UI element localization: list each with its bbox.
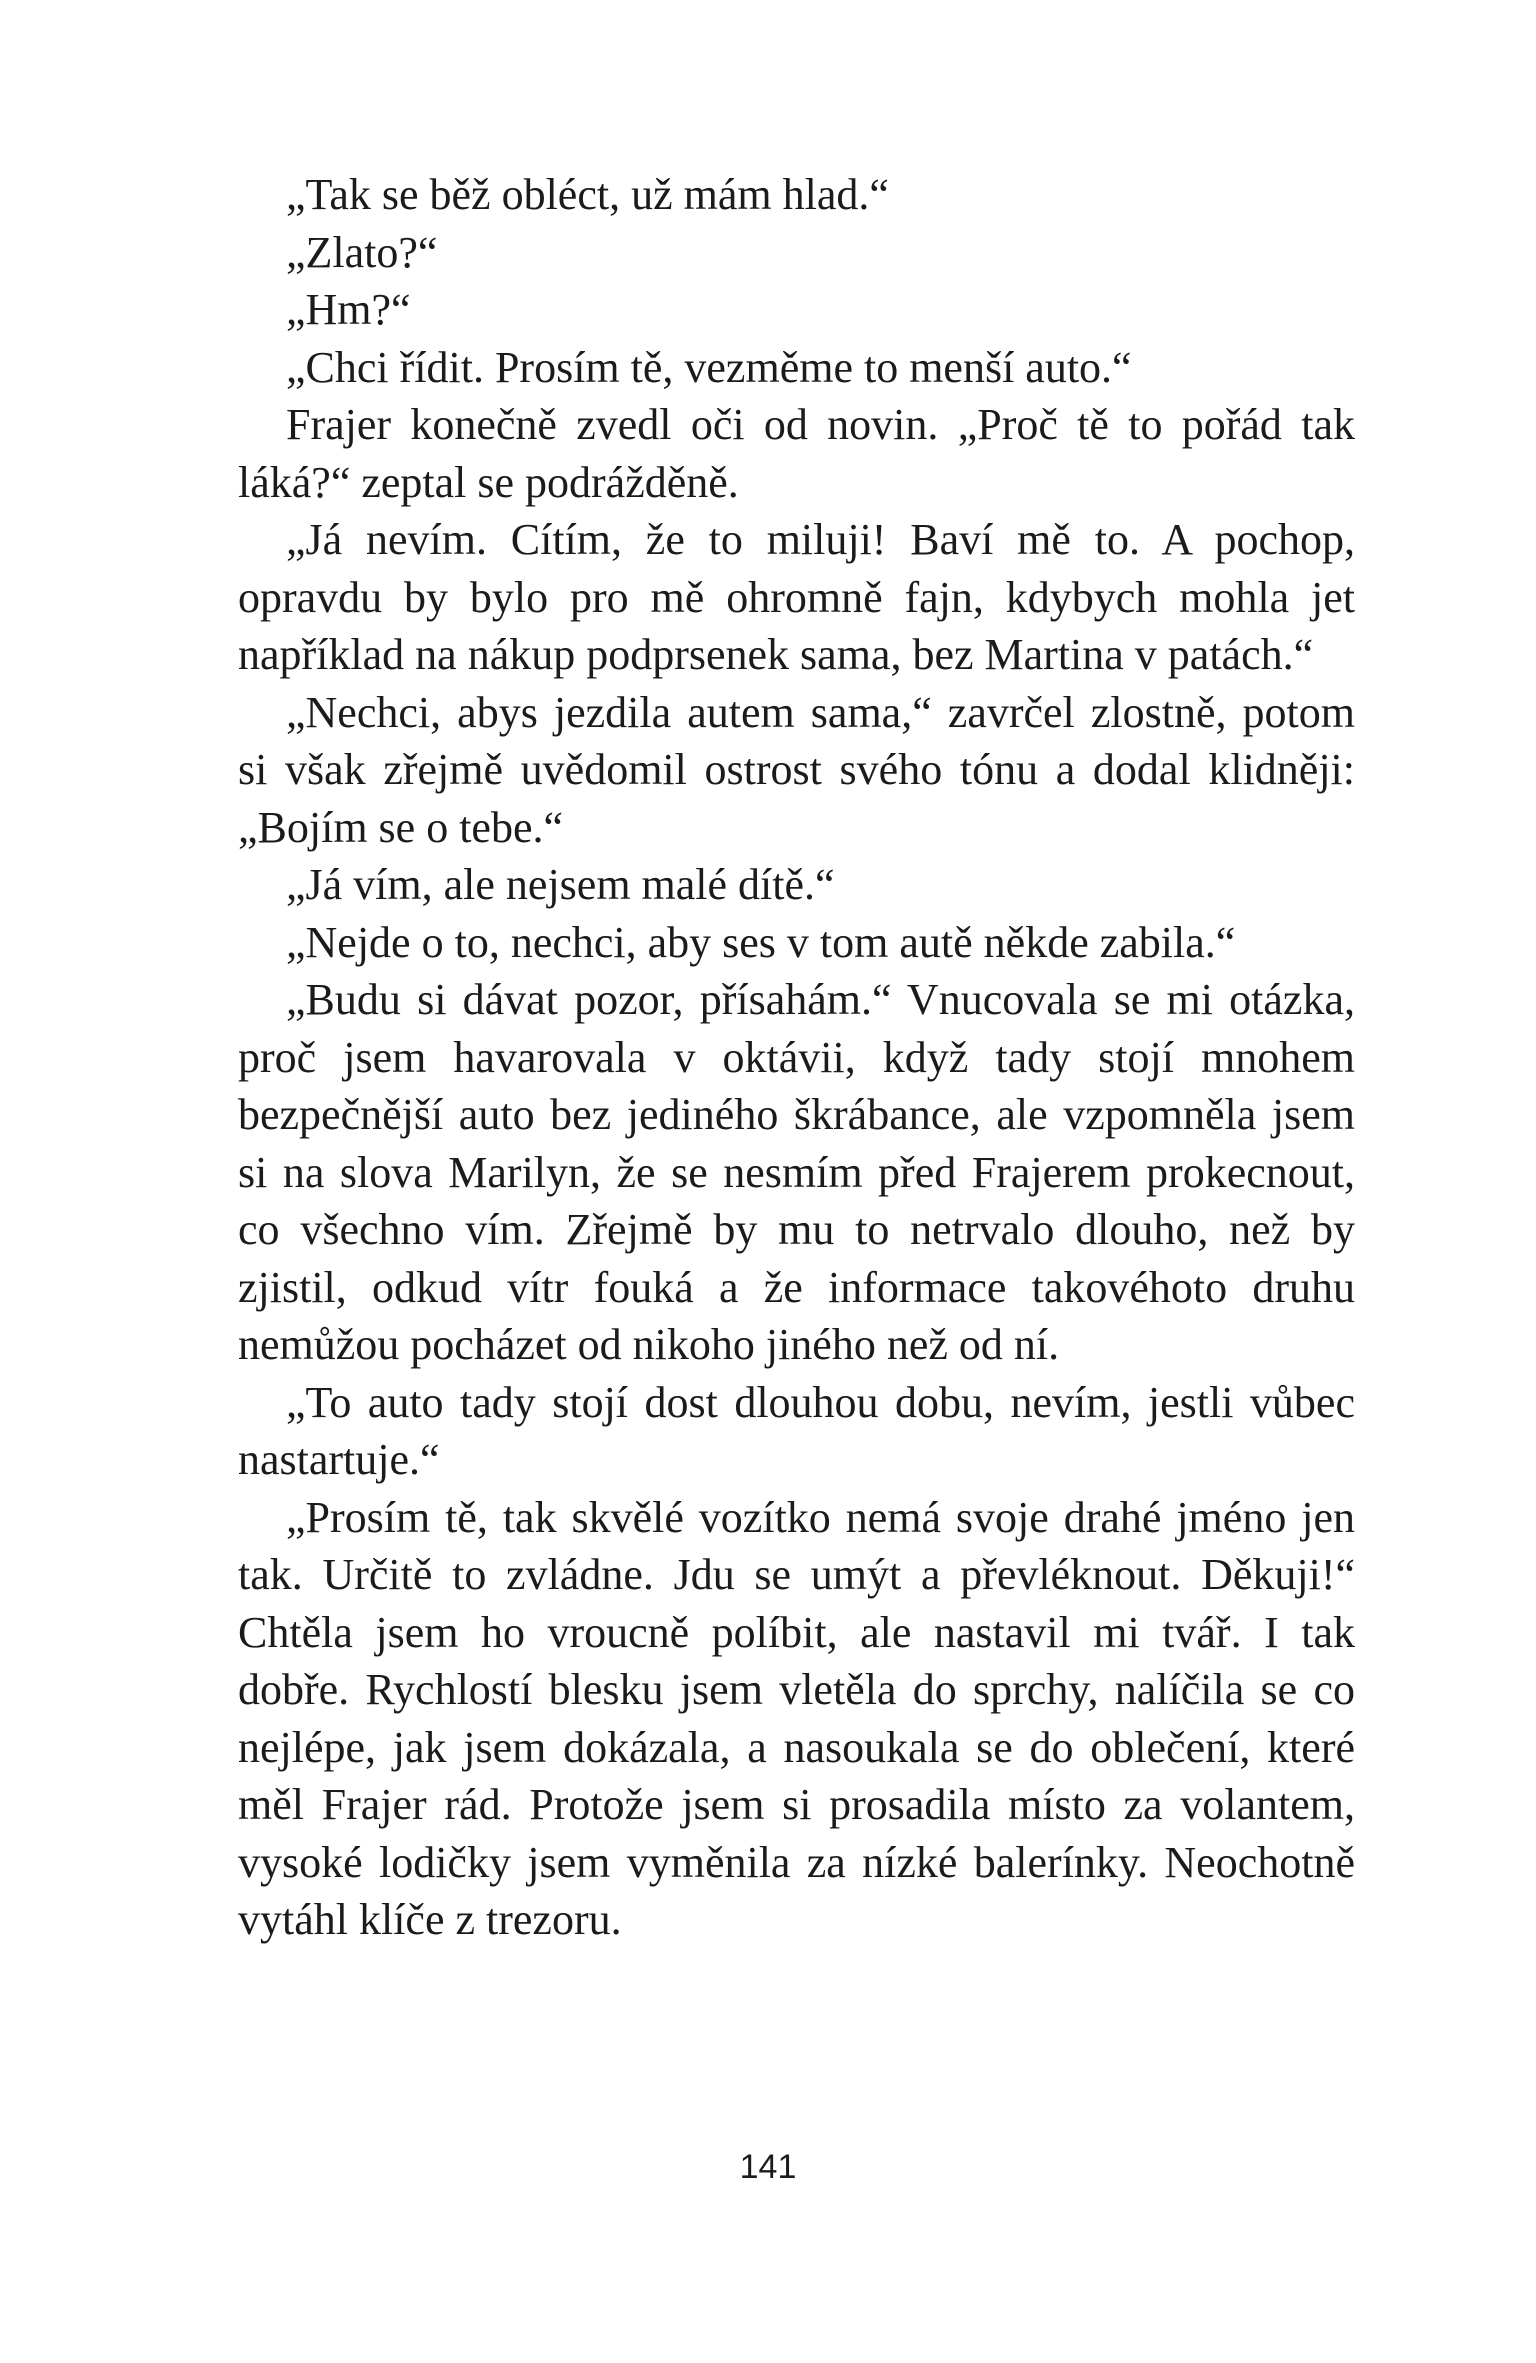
page-number: 141 xyxy=(739,2148,797,2186)
paragraph: „Hm?“ xyxy=(286,285,411,334)
paragraph: „Tak se běž obléct, už mám hlad.“ xyxy=(286,170,889,219)
paragraph: „Nejde o to, nechci, aby ses v tom autě někde zabila.“ xyxy=(286,917,1236,967)
paragraph: „To auto tady stojí dost dlouhou dobu, nevím, jestli vůbec nastartuje.“ xyxy=(238,1377,1355,1484)
body-text xyxy=(238,166,1355,1949)
paragraph: „Prosím tě, tak skvělé vozítko nemá svoje drahé jméno jen tak. Určitě to zvládne. Jdu se umýt a převléknout. Děkuji!“ Chtěla jsem ho vroucně políbit, ale nastavil mi tvář. I tak dobře. Rychlostí blesku jsem vletěla do sprchy, nalíčila se co nejlépe, jak jsem dokázala, a nasoukala se do oblečení, které měl Frajer rád. Protože jsem si prosadila místo za volantem, vysoké lodičky jsem vyměnila za nízké balerínky. Neochotně vytáhl klíče z trezoru. xyxy=(238,1492,1355,1944)
paragraph: „Budu si dávat pozor, přísahám.“ Vnucovala se mi otázka, proč jsem havarovala v oktávii, když tady stojí mnohem bezpečnější auto bez jediného škrábance, ale vzpomněla jsem si na slova Marilyn, že se nesmím před Frajerem prokecnout, co všechno vím. Zřejmě by mu to netrvalo dlouho, než by zjistil, odkud vítr fouká a že informace takovéhoto druhu nemůžou pocházet od nikoho jiného než od ní. xyxy=(238,975,1355,1369)
paragraph: „Zlato?“ xyxy=(286,227,438,277)
paragraph: Frajer konečně zvedl oči od novin. „Proč tě to pořád tak láká?“ zeptal se podrážděně. xyxy=(238,400,1355,507)
paragraph: „Chci řídit. Prosím tě, vezměme to menší auto.“ xyxy=(286,342,1132,392)
paragraph: „Já nevím. Cítím, že to miluji! Baví mě to. A pochop, opravdu by bylo pro mě ohromně fajn, kdybych mohla jet například na nákup podprsenek sama, bez Martina v patách.“ xyxy=(238,515,1355,679)
paragraph: „Já vím, ale nejsem malé dítě.“ xyxy=(286,860,835,909)
paragraph: „Nechci, abys jezdila autem sama,“ zavrčel zlostně, potom si však zřejmě uvědomil ostrost svého tónu a dodal klidněji: „Bojím se o tebe.“ xyxy=(238,687,1355,852)
